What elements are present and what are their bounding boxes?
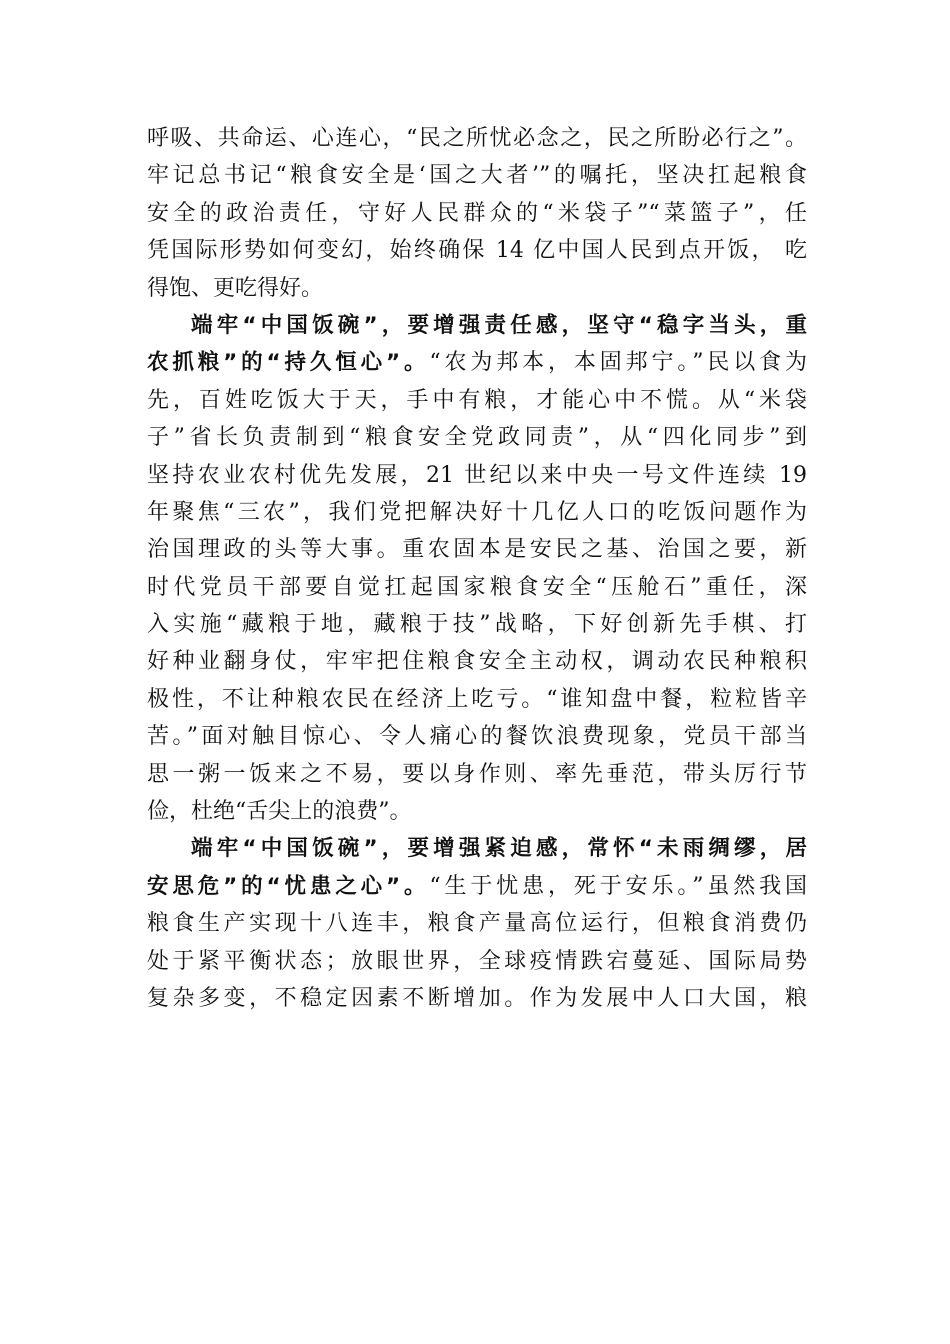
text-line: 苦。”面对触目惊心、令人痛心的餐饮浪费现象，党员干部当 [147, 724, 807, 750]
paragraph-heading-end: 安思危”的“忧患之心”。 [147, 873, 430, 899]
text-line: 子”省长负责制到“粮食安全党政同责”，从“四化同步”到 [147, 425, 807, 451]
text-line: 思一粥一饭来之不易，要以身作则、率先垂范，带头厉行节 [147, 761, 807, 787]
text-line: 俭，杜绝“舌尖上的浪费”。 [147, 799, 412, 825]
text-line: 处于紧平衡状态；放眼世界，全球疫情跌宕蔓延、国际局势 [147, 948, 807, 974]
text-line: 年聚焦“三农”，我们党把解决好十几亿人口的吃饭问题作为 [147, 499, 807, 525]
text-line: 粮食生产实现十八连丰，粮食产量高位运行，但粮食消费仍 [147, 911, 807, 937]
text-line: 牢记总书记“粮食安全是‘国之大者’”的嘱托，坚决扛起粮食 [147, 163, 807, 189]
text-line: 安全的政治责任，守好人民群众的“米袋子”“菜篮子”，任 [147, 200, 807, 226]
text-line: 治国理政的头等大事。重农固本是安民之基、治国之要，新 [147, 537, 807, 563]
text-line [147, 868, 807, 905]
document-body [147, 120, 807, 1017]
text-line: 好种业翻身仗，牢牢把住粮食安全主动权，调动农民种粮积 [147, 649, 807, 675]
text-segment: “农为邦本，本固邦宁。”民以食为 [429, 350, 807, 376]
text-line: 极性，不让种粮农民在经济上吃亏。“谁知盘中餐，粒粒皆辛 [147, 686, 807, 712]
text-line [147, 344, 807, 381]
text-line: 复杂多变，不稳定因素不断增加。作为发展中人口大国，粮 [147, 985, 807, 1011]
text-line: 时代党员干部要自觉扛起国家粮食安全“压舱石”重任，深 [147, 574, 807, 600]
paragraph-heading: 端牢“中国饭碗”，要增强紧迫感，常怀“未雨绸缪，居 [191, 836, 807, 862]
text-line: 凭国际形势如何变幻，始终确保 14 亿中国人民到点开饭， 吃 [147, 238, 807, 264]
text-line: 坚持农业农村优先发展，21 世纪以来中央一号文件连续 19 [147, 462, 807, 488]
text-line: 先，百姓吃饭大于天，手中有粮，才能心中不慌。从“米袋 [147, 387, 807, 413]
text-segment: “生于忧患，死于安乐。”虽然我国 [429, 873, 807, 899]
text-line: 呼吸、共命运、心连心，“民之所忧必念之，民之所盼必行之”。 [147, 126, 807, 151]
text-line: 得饱、更吃得好。 [147, 275, 324, 301]
paragraph-heading: 端牢“中国饭碗”，要增强责任感，坚守“稳字当头，重 [191, 312, 807, 338]
text-line: 入实施“藏粮于地，藏粮于技”战略，下好创新先手棋、打 [147, 612, 807, 638]
paragraph-heading-end: 农抓粮”的“持久恒心”。 [147, 350, 430, 376]
